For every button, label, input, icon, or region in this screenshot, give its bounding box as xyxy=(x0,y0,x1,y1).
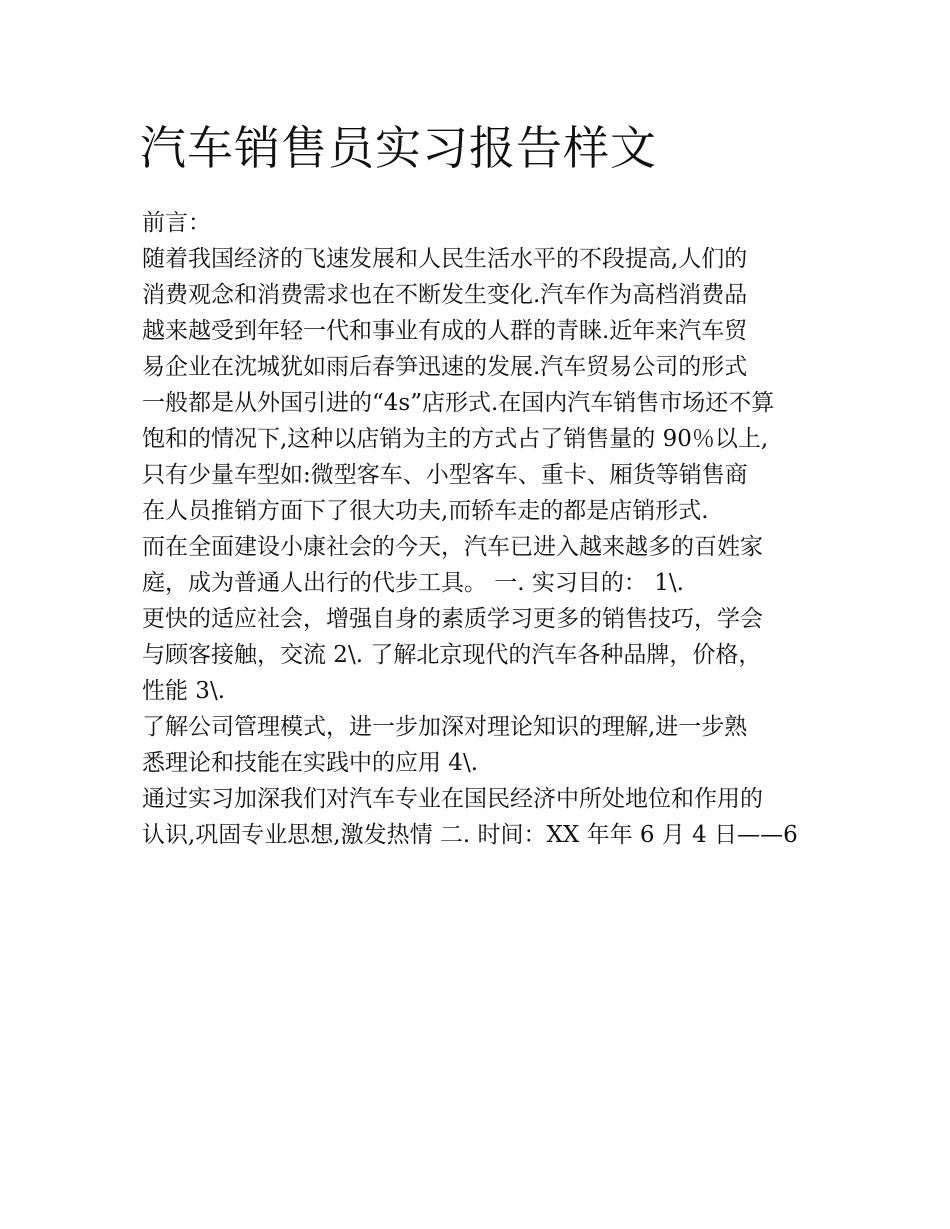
paragraph-line: 在人员推销方面下了很大功夫,而轿车走的都是店销形式. xyxy=(142,498,709,524)
document-body xyxy=(142,205,832,853)
paragraph-line: 只有少量车型如:微型客车、小型客车、重卡、厢货等销售商 xyxy=(142,462,748,488)
paragraph-line: 庭，成为普通人出行的代步工具。 一. 实习目的： 1\. xyxy=(142,570,684,596)
paragraph-line: 随着我国经济的飞速发展和人民生活水平的不段提高,人们的 xyxy=(142,246,748,272)
paragraph-line: 饱和的情况下,这种以店销为主的方式占了销售量的 90％以上, xyxy=(142,426,769,452)
paragraph-line: 性能 3\. xyxy=(142,678,226,704)
paragraph-line: 越来越受到年轻一代和事业有成的人群的青睐.近年来汽车贸 xyxy=(142,318,748,344)
paragraph-line: 易企业在沈城犹如雨后春笋迅速的发展.汽车贸易公司的形式 xyxy=(142,354,748,380)
paragraph-line: 通过实习加深我们对汽车专业在国民经济中所处地位和作用的 xyxy=(142,786,763,812)
paragraph-line: 了解公司管理模式，进一步加深对理论知识的理解,进一步熟 xyxy=(142,714,748,740)
paragraph-line: 而在全面建设小康社会的今天，汽车已进入越来越多的百姓家 xyxy=(142,534,763,560)
preface-heading: 前言： xyxy=(142,210,211,236)
paragraph-line: 与顾客接触，交流 2\. 了解北京现代的汽车各种品牌，价格， xyxy=(142,642,762,668)
paragraph-line: 消费观念和消费需求也在不断发生变化.汽车作为高档消费品 xyxy=(142,282,748,308)
paragraph-line: 悉理论和技能在实践中的应用 4\. xyxy=(142,750,479,776)
paragraph-line: 一般都是从外国引进的“4s”店形式.在国内汽车销售市场还不算 xyxy=(142,390,775,416)
paragraph-line: 更快的适应社会，增强自身的素质学习更多的销售技巧，学会 xyxy=(142,606,763,632)
paragraph-line: 认识,巩固专业思想,激发热情 二. 时间：XX 年年 6 月 4 日——6 xyxy=(142,822,798,848)
document-title: 汽车销售员实习报告样文 xyxy=(140,121,657,175)
